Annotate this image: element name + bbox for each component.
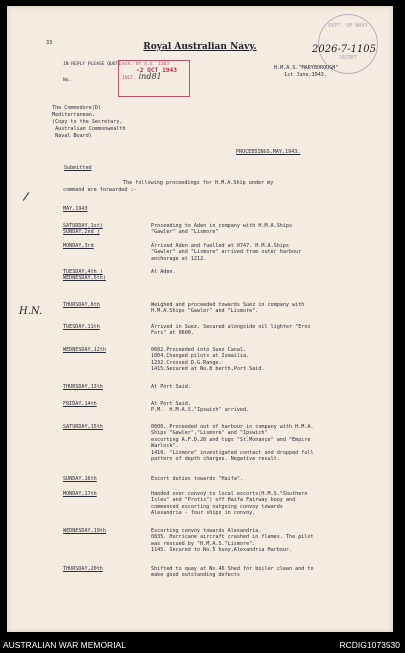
entry-text: Arrived in Suez. Secured alongside oil lighter "Eros Fors" at 0600.	[151, 324, 311, 337]
received-stamp	[118, 60, 190, 97]
entry-date: SATURDAY,15th	[63, 424, 103, 430]
received-stamp-initials-label: INIT.	[122, 76, 136, 81]
addressee-line2: Mediterranean.	[52, 112, 95, 118]
reply-quote-label: IN REPLY PLEASE QUOTE	[63, 62, 122, 67]
handwritten-reference: 2026-7-1105	[312, 44, 377, 55]
entry-date: TUESDAY,4th ) WEDNESDAY,5th)	[63, 269, 106, 282]
entry-date: SUNDAY,16th	[63, 476, 97, 482]
margin-initials: H.N.	[19, 306, 43, 317]
dept-stamp-line1: DEPT. OF NAVY	[328, 23, 368, 29]
received-stamp-initials-row	[122, 74, 186, 82]
entry-date: THURSDAY,13th	[63, 384, 103, 390]
entry-text: Weighed and proceeded towards Suez in company with H.M.A.Ships "Gawler" and "Lismore".	[151, 302, 305, 315]
addressee-line5: Naval Board)	[52, 133, 92, 139]
received-stamp-date: -2 OCT 1943	[136, 67, 177, 74]
letter-date: 1st June,1943.	[284, 72, 327, 78]
entry-text: 0602.Proceeded into Suez Canal. 1004.Changed pilots at Ismailia. 1232.Crossed D.G.Range. 1415.Secured at No.8 berth,Port Said.	[151, 347, 265, 373]
entry-date: MONDAY,17th	[63, 491, 97, 497]
margin-tick	[23, 192, 30, 201]
entry-text: Escort duties towards "Haifa".	[151, 476, 244, 482]
entry-date: SATURDAY,1st) SUNDAY,2nd )	[63, 223, 103, 236]
margin-number: 33	[46, 40, 53, 46]
entry-date: WEDNESDAY,12th	[63, 347, 106, 353]
addressee-line3: (Copy to the Secretary,	[52, 119, 123, 125]
entry-text: Shifted to quay at No.46 Shed for boiler clean and to make good outstanding defects	[151, 566, 314, 579]
received-stamp-initials: ind81	[138, 72, 162, 81]
month-heading: MAY,1943	[63, 206, 88, 212]
entry-date: WEDNESDAY,19th	[63, 528, 106, 534]
entry-date: THURSDAY,20th	[63, 566, 103, 572]
entry-text: At Port Said.	[151, 384, 191, 390]
entry-text: 0600. Proceeded out of harbour in company with H.M.A. Ships "Gawler","Lismore" and "Ipswich" escorting A.F.D.20 and tugs "St.Monance" and "Empire Warlock". 1410. "Lismore" investigated contact and dropped full pattern of depth charges. Negative result.	[151, 424, 314, 463]
entry-date: TUESDAY,11th	[63, 324, 100, 330]
ship-name: H.M.A.S."MARYBOROUGH"	[274, 65, 339, 71]
entry-text: At Aden.	[151, 269, 176, 275]
addressee-line4: Australian Commonwealth	[52, 126, 126, 132]
archive-id: RCDIG1073530	[339, 640, 400, 650]
entry-text: At Port Said. P.M. H.M.A.S."Ipswich" arrived.	[151, 401, 250, 414]
submitted-label: Submitted	[64, 165, 92, 171]
entry-text: Proceeding to Aden in company with H.M.A.Ships "Gawler" and "Lismore"	[151, 223, 293, 236]
dept-stamp-line2: SECRET	[338, 55, 358, 61]
entry-text: Handed over convoy to local escorts(H.M.S."Southern Isles" and "Protis") off Haifa Fairway buoy and commenced escorting outgoing convoy towards Alexandria - four ships in convoy.	[151, 491, 308, 517]
entry-date: FRIDAY,14th	[63, 401, 97, 407]
document-title: PROCEEDINGS,MAY,1943.	[236, 149, 301, 155]
intro-line2: command are forwarded :-	[63, 187, 137, 193]
received-stamp-line1: ACK. BY A.S. 1303	[122, 62, 170, 67]
entry-date: MONDAY,3rd	[63, 243, 94, 249]
archive-name: AUSTRALIAN WAR MEMORIAL	[3, 640, 126, 650]
intro-line1: The following proceedings for H.M.A.Ship under my	[123, 180, 274, 186]
entry-text: Escorting convoy towards Alexandria. 0835. Hurricane aircraft crashed in flames. The pilot was rescued by "H.M.A.S."Lismore". 1145. Secured to No.5 buoy,Alexandria Harbour.	[151, 528, 314, 554]
archive-footer	[0, 640, 405, 653]
document-page	[7, 6, 393, 632]
letterhead: Royal Australian Navy.	[143, 42, 257, 52]
reply-number-label: No.	[63, 78, 72, 83]
addressee-line1: The Commodore(D)	[52, 105, 102, 111]
entry-text: Arrived Aden and fuelled at 0747. H.M.A.Ships "Gawler" and "Lismore" arrived from outer harbour anchorage at 1212.	[151, 243, 302, 262]
entry-date: THURSDAY,6th	[63, 302, 100, 308]
